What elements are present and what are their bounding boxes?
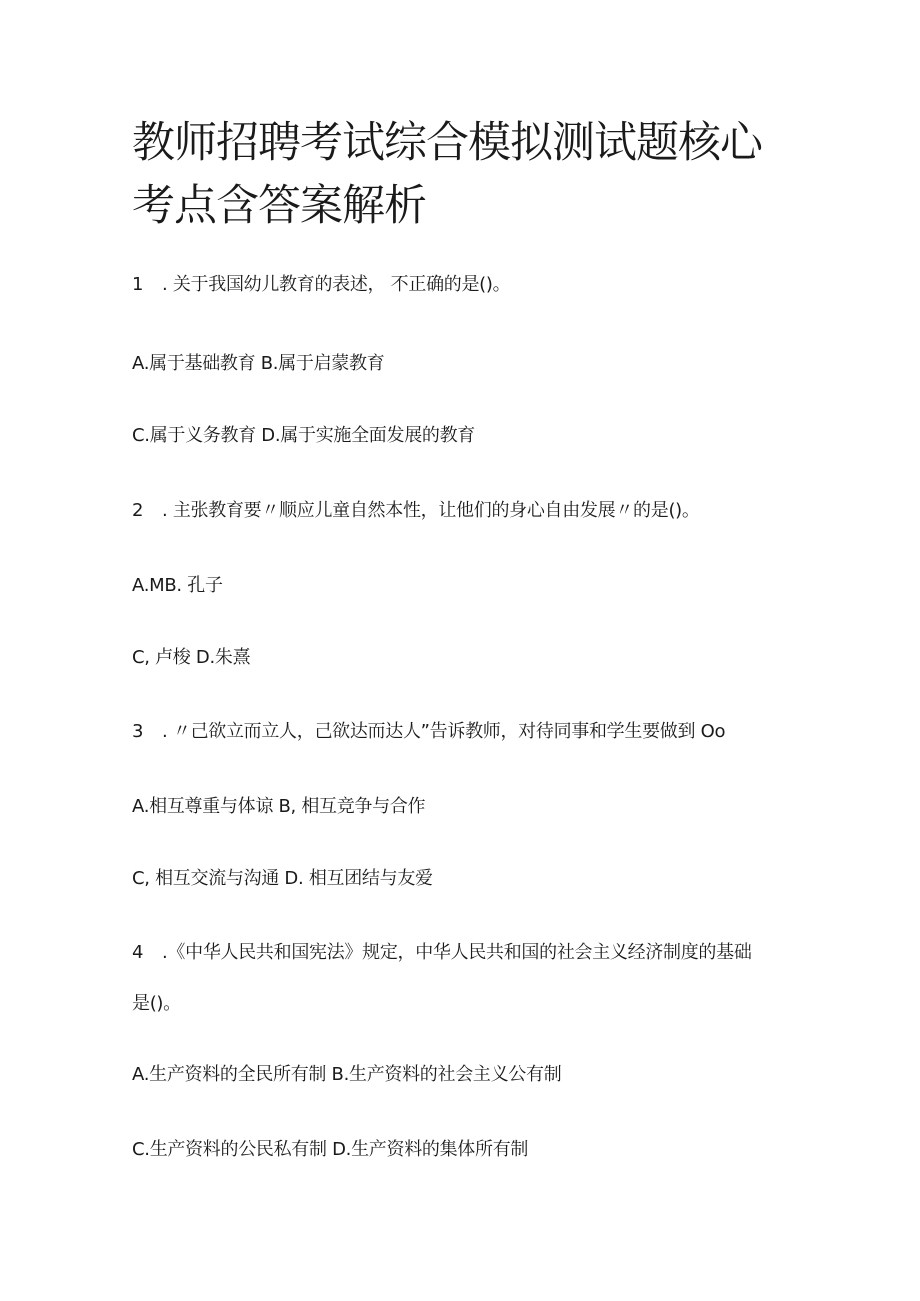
- question-text: . 关于我国幼儿教育的表述， 不正确的是()。: [162, 274, 511, 295]
- question-2: [132, 499, 700, 523]
- question-number: 1: [132, 274, 144, 295]
- question-text: . 〃己欲立而立人，己欲达而达人”告诉教师，对待同事和学生要做到 Oo: [162, 721, 726, 742]
- question-text: . 主张教育要〃顺应儿童自然本性，让他们的身心自由发展〃的是()。: [162, 500, 700, 521]
- question-number: 2: [132, 500, 144, 521]
- question-1-options-cd: C.属于义务教育 D.属于实施全面发展的教育: [132, 425, 475, 446]
- question-4: [132, 941, 752, 965]
- question-1-options-ab: A.属于基础教育 B.属于启蒙教育: [132, 353, 385, 374]
- question-4-options-cd: C.生产资料的公民私有制 D.生产资料的集体所有制: [132, 1139, 529, 1160]
- question-3: [132, 720, 725, 744]
- question-2-options-ab: A.MB. 孔子: [132, 575, 223, 596]
- question-3-options-ab: A.相互尊重与体谅 B, 相互竞争与合作: [132, 796, 426, 817]
- document-title: 教师招聘考试综合模拟测试题核心考点含答案解析: [132, 118, 762, 231]
- question-3-options-cd: C, 相互交流与沟通 D. 相互团结与友爱: [132, 868, 433, 889]
- question-1: [132, 273, 510, 297]
- question-4-continuation: 是()。: [132, 993, 181, 1014]
- question-text: .《中华人民共和国宪法》规定，中华人民共和国的社会主义经济制度的基础: [162, 942, 752, 963]
- question-2-options-cd: C, 卢梭 D.朱熹: [132, 647, 251, 668]
- question-number: 4: [132, 942, 144, 963]
- question-4-options-ab: A.生产资料的全民所有制 B.生产资料的社会主义公有制: [132, 1064, 562, 1085]
- question-number: 3: [132, 721, 144, 742]
